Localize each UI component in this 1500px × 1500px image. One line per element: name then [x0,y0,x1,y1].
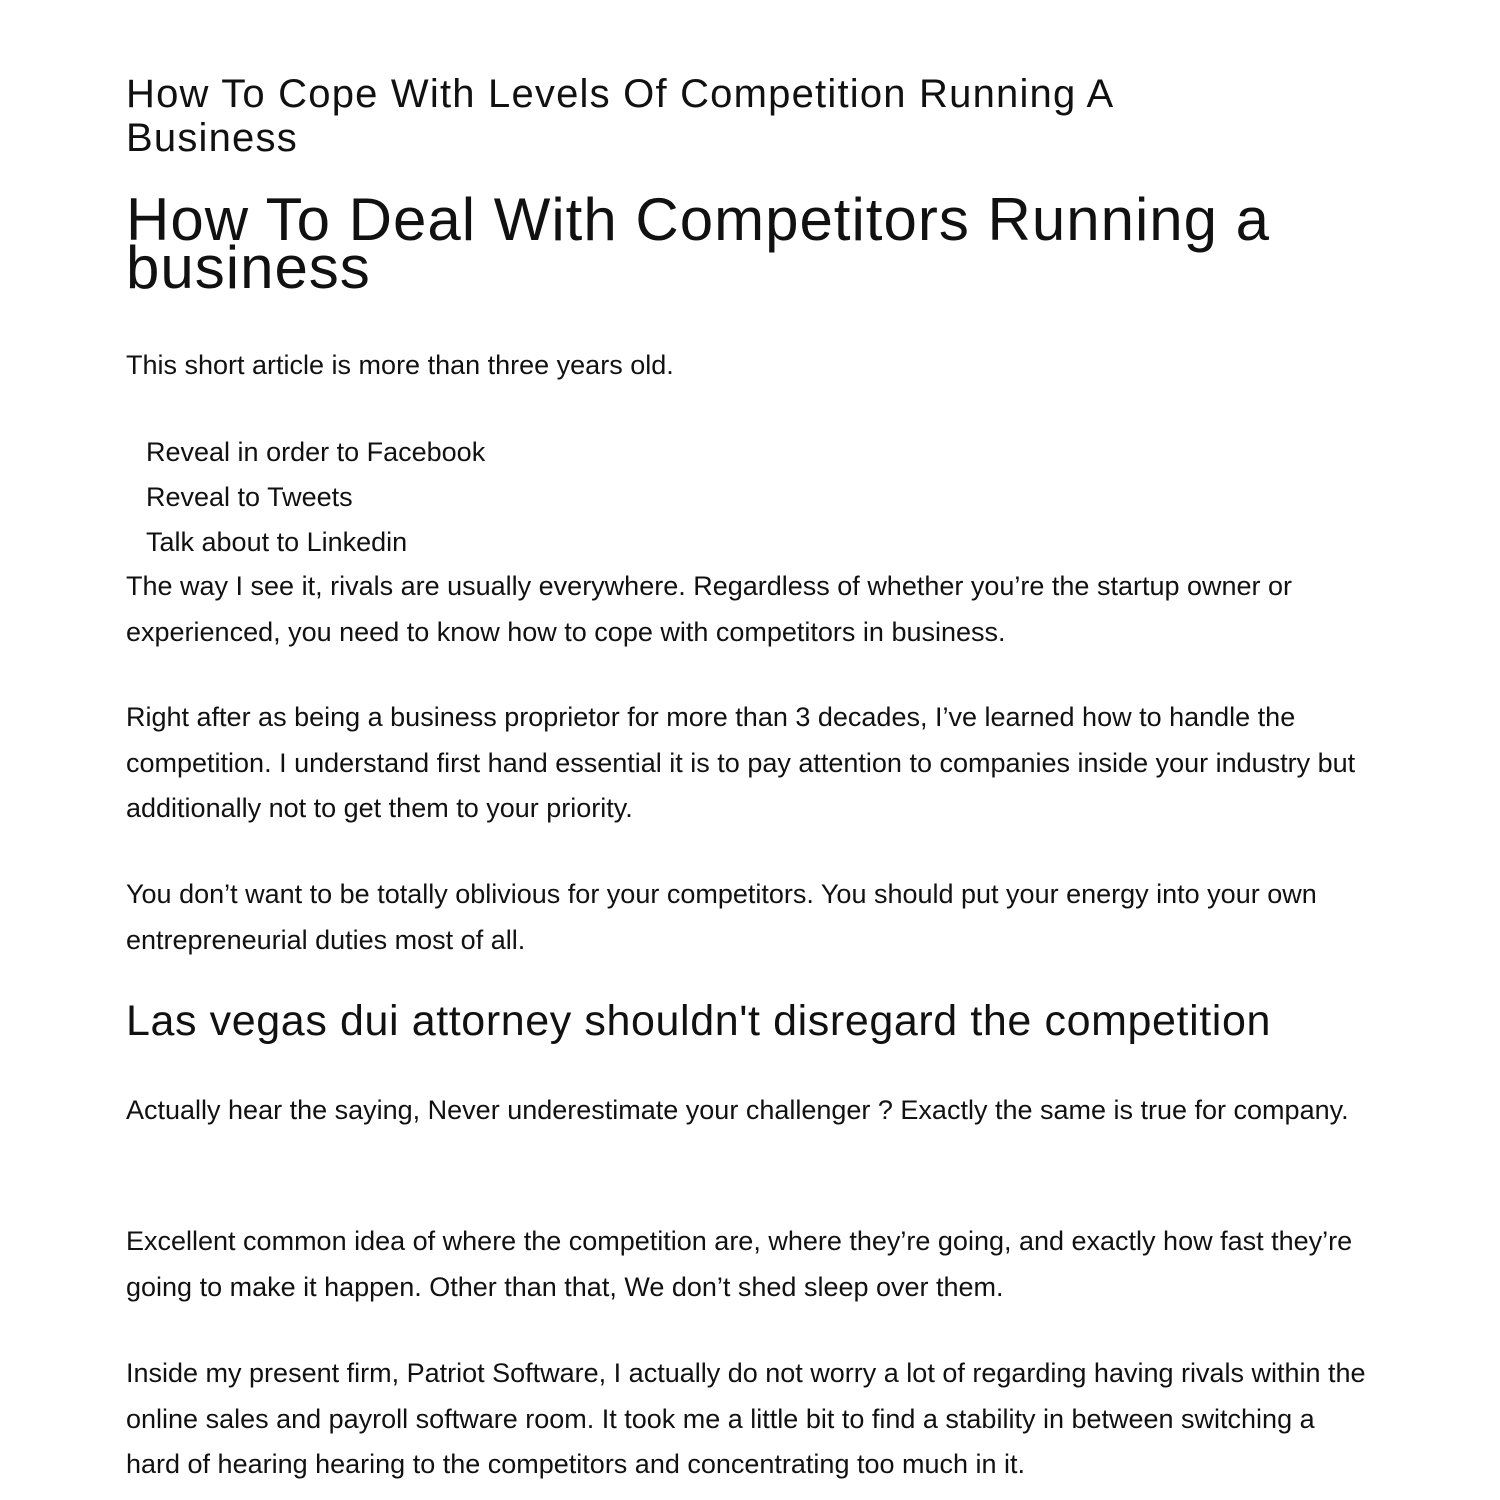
share-facebook-link[interactable]: Reveal in order to Facebook [146,437,486,467]
share-twitter-link[interactable]: Reveal to Tweets [146,482,353,512]
share-linkedin-link[interactable]: Talk about to Linkedin [146,527,408,557]
paragraph-oblivious: You don’t want to be totally oblivious for your competitors. You should put your energy into your own entrepreneurial duties most of all. [126,879,1317,955]
paragraph-business-proprietor: Right after as being a business proprietor for more than 3 decades, I’ve learned how to handle the competition. I understand first hand essential it is to pay attention to companies inside your industry but additionally not to get them to your priority. [126,702,1356,823]
article-title: How To Deal With Competitors Running a business [126,186,1271,301]
paragraph-rivals-everywhere: The way I see it, rivals are usually everywhere. Regardless of whether you’re the startup owner or experienced, you need to know how to cope with competitors in business. [126,571,1293,647]
share-links [146,430,485,565]
article-age-note: This short article is more than three years old. [126,350,674,380]
paragraph-competition-idea: Excellent common idea of where the competition are, where they’re going, and exactly how fast they’re going to make it happen. Other than that, We don’t shed sleep over them. [126,1226,1353,1302]
section-heading: Las vegas dui attorney shouldn't disregard the competition [126,997,1271,1045]
paragraph-underestimate: Actually hear the saying, Never underestimate your challenger ? Exactly the same is true for company. [126,1095,1349,1125]
paragraph-patriot-software: Inside my present firm, Patriot Software, I actually do not worry a lot of regarding having rivals within the online sales and payroll software room. It took me a little bit to find a stability in between switching a hard of hearing hearing to the competitors and concentrating too much in it. [126,1358,1366,1479]
site-title: How To Cope With Levels Of Competition Running A Business [126,72,1113,160]
